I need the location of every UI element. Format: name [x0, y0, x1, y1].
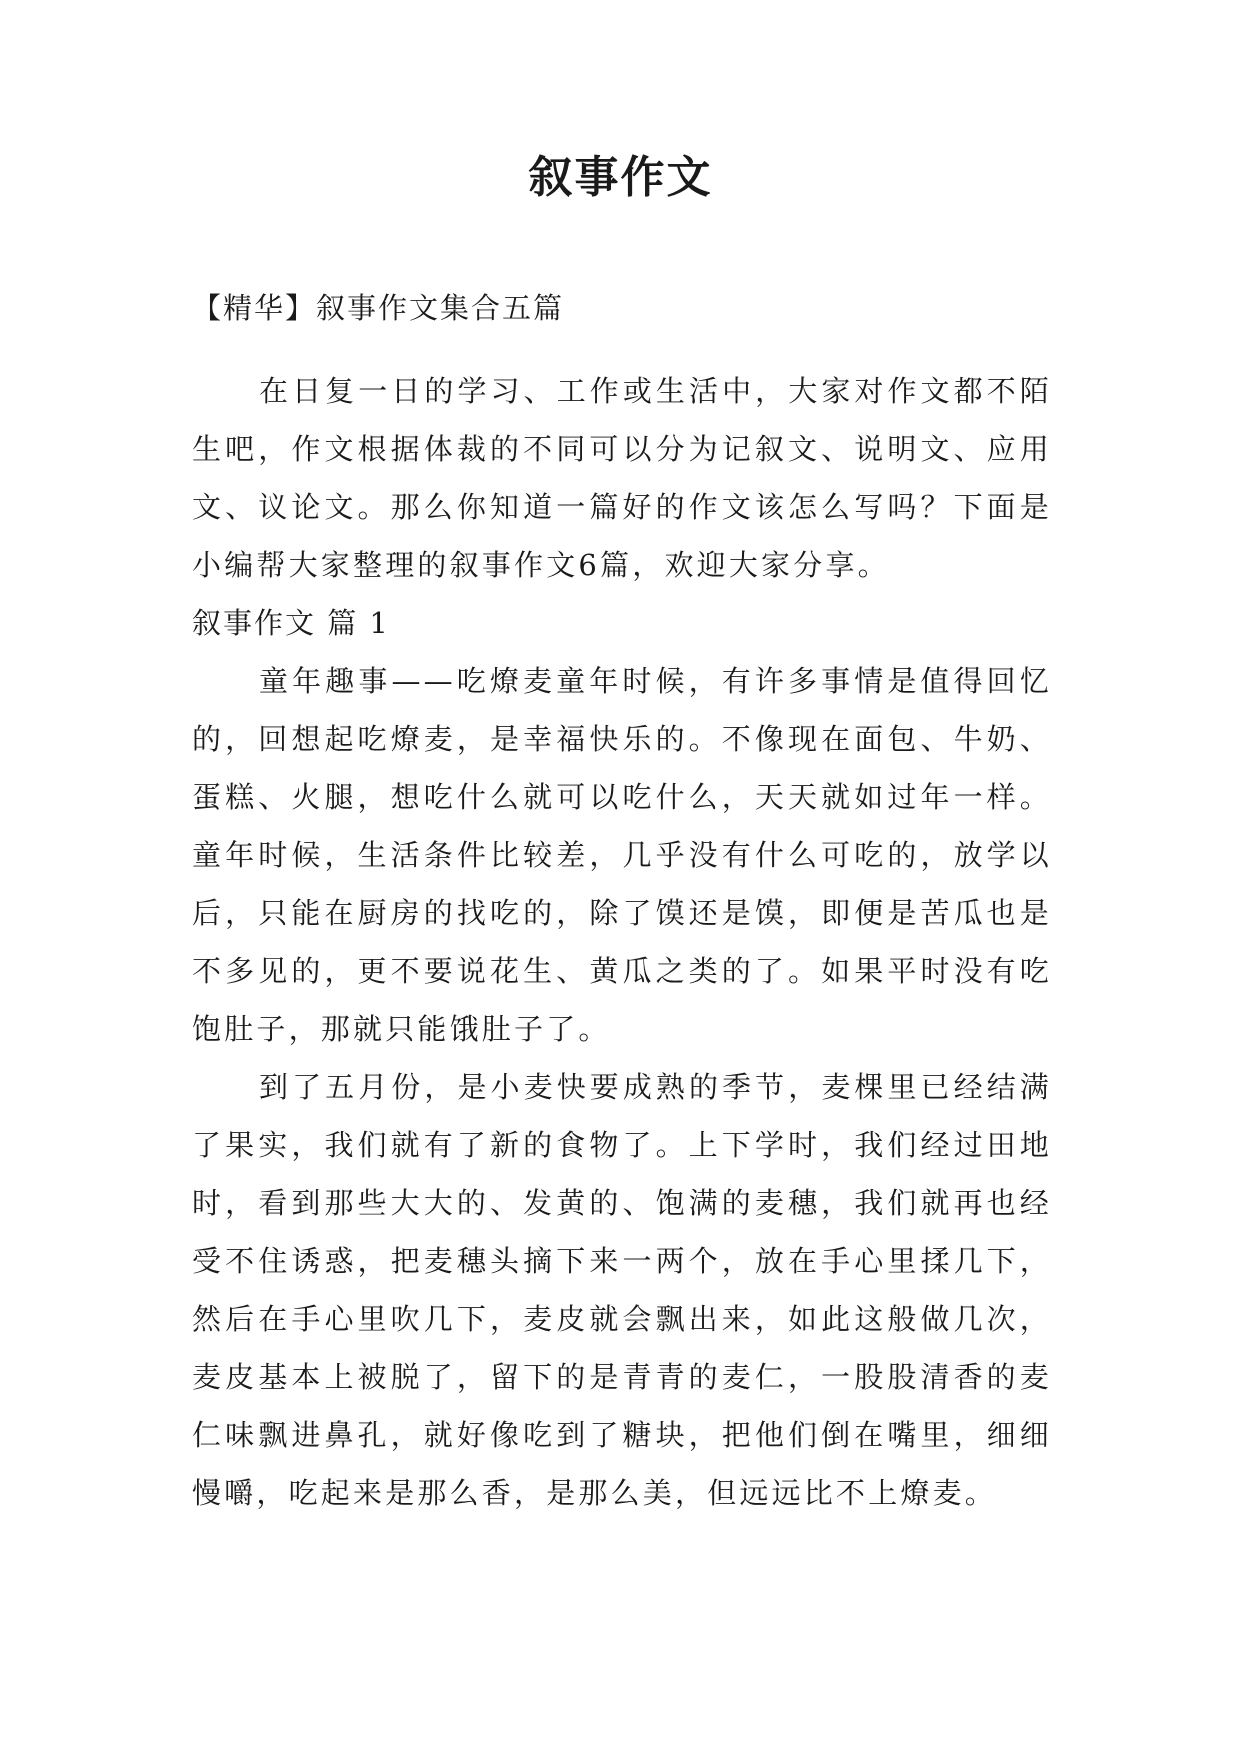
document-body — [192, 362, 1052, 1522]
section-heading: 叙事作文 篇 1 — [192, 606, 390, 640]
body-paragraph-1: 童年趣事——吃燎麦童年时候，有许多事情是值得回忆的，回想起吃燎麦，是幸福快乐的。不像现在面包、牛奶、蛋糕、火腿，想吃什么就可以吃什么，天天就如过年一样。童年时候，生活条件比较差，几乎没有什么可吃的，放学以后，只能在厨房的找吃的，除了馍还是馍，即便是苦瓜也是不多见的，更不要说花生、黄瓜之类的了。如果平时没有吃饱肚子，那就只能饿肚子了。 — [192, 664, 1052, 1046]
body-paragraph-2: 到了五月份，是小麦快要成熟的季节，麦棵里已经结满了果实，我们就有了新的食物了。上下学时，我们经过田地时，看到那些大大的、发黄的、饱满的麦穗，我们就再也经受不住诱惑，把麦穗头摘下来一两个，放在手心里揉几下，然后在手心里吹几下，麦皮就会飘出来，如此这般做几次，麦皮基本上被脱了，留下的是青青的麦仁，一股股清香的麦仁味飘进鼻孔，就好像吃到了糖块，把他们倒在嘴里，细细慢嚼，吃起来是那么香，是那么美，但远远比不上燎麦。 — [192, 1070, 1052, 1510]
document-title: 叙事作文 — [528, 152, 713, 203]
intro-paragraph: 在日复一日的学习、工作或生活中，大家对作文都不陌生吧，作文根据体裁的不同可以分为记叙文、说明文、应用文、议论文。那么你知道一篇好的作文该怎么写吗？下面是小编帮大家整理的叙事作文6篇，欢迎大家分享。 — [192, 374, 1052, 582]
document-subtitle: 【精华】叙事作文集合五篇 — [192, 291, 565, 325]
